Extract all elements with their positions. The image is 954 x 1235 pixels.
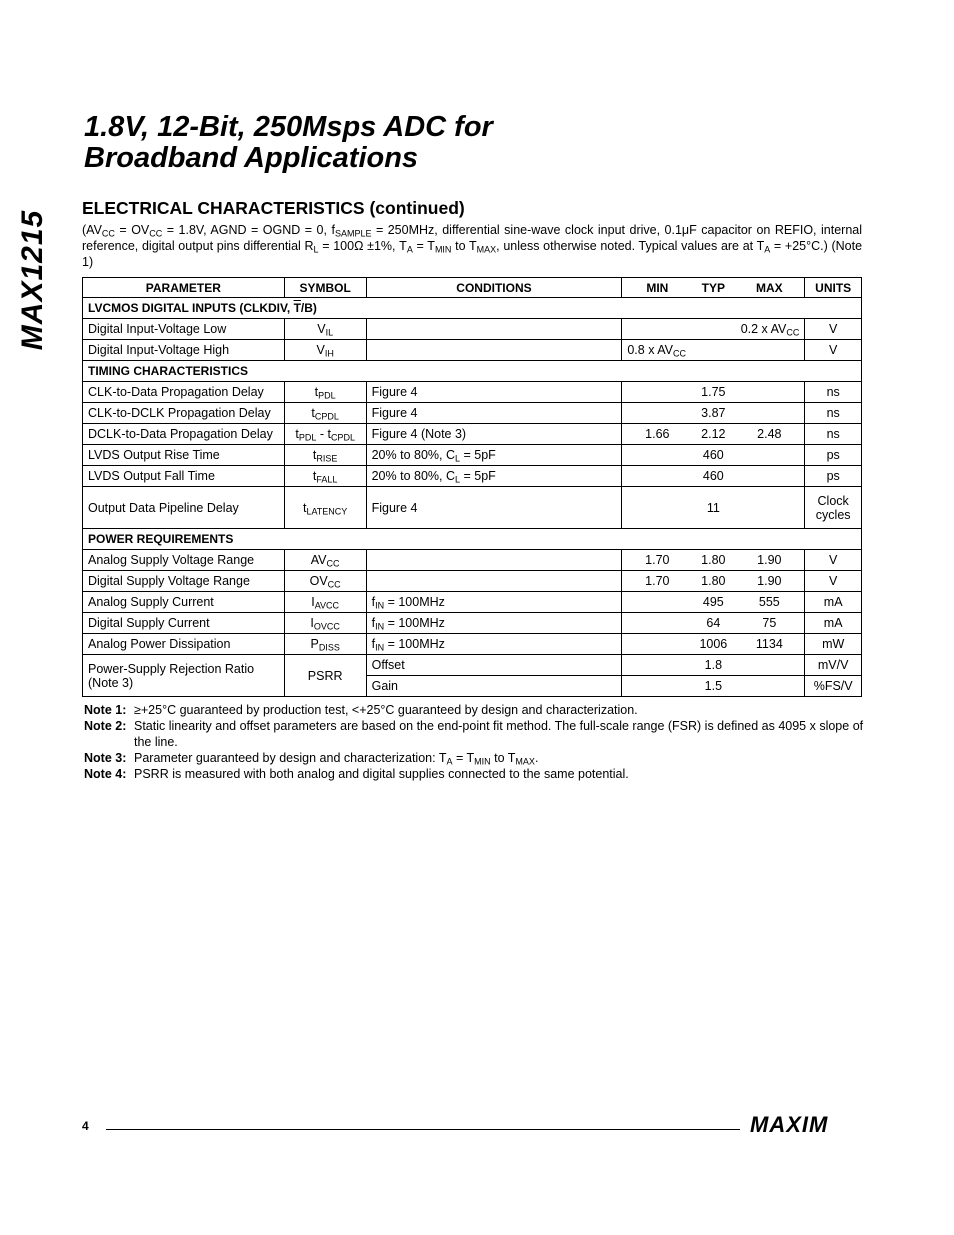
- col-min-typ-max: MIN TYP MAX: [622, 278, 805, 298]
- table-row: Digital Supply Current $I_{OVCC}$ $f_{IN} = 100MHz$ 64 75 mA: [83, 613, 862, 634]
- table-row: Analog Supply Current $I_{AVCC}$ $f_{IN} = 100MHz$ 495 555 mA: [83, 592, 862, 613]
- table-row: Digital Supply Voltage Range $OV_{CC}$ 1.70 1.80 1.90 V: [83, 571, 862, 592]
- table-row: LVDS Output Fall Time $t_{FALL}$ 20% to 80%, $C_L = 5pF$ 460 ps: [83, 466, 862, 487]
- col-units: UNITS: [805, 278, 862, 298]
- page-title: 1.8V, 12-Bit, 250Msps ADC for Broadband Applications: [84, 111, 493, 174]
- table-row: Power-Supply Rejection Ratio (Note 3) PSRR Offset 1.8 mV/V: [83, 655, 862, 676]
- section-title: ELECTRICAL CHARACTERISTICS (continued): [82, 198, 465, 218]
- table-row: DCLK-to-Data Propagation Delay $t_{PDL} - t_{CPDL}$ Figure 4 (Note 3) 1.66 2.12 2.48 ns: [83, 424, 862, 445]
- col-symbol: SYMBOL: [284, 278, 366, 298]
- page-number: 4: [82, 1119, 89, 1133]
- note-1: Note 1: ≥+25°C guaranteed by production test, <+25°C guaranteed by design and characterization.: [84, 703, 638, 717]
- table-row: LVDS Output Rise Time $t_{RISE}$ 20% to 80%, $C_L = 5pF$ 460 ps: [83, 445, 862, 466]
- note-2: Note 2: Static linearity and offset parameters are based on the end-point fit method. The full-scale range (FSR) is defined as 4095 x slope of the line.: [84, 719, 864, 749]
- table-row: CLK-to-Data Propagation Delay $t_{PDL}$ Figure 4 1.75 ns: [83, 382, 862, 403]
- footer-rule: [106, 1129, 740, 1130]
- col-conditions: CONDITIONS: [366, 278, 622, 298]
- side-part-number: MAX1215: [16, 209, 49, 351]
- section-row: TIMING CHARACTERISTICS: [83, 361, 862, 382]
- note-4: Note 4: PSRR is measured with both analog and digital supplies connected to the same potential.: [84, 767, 629, 781]
- test-conditions: ($AV_{CC} = OV_{CC} = 1.8V$, AGND = OGND = 0, $f_{SAMPLE} = 250MHz$, differential sine-wave clock input drive, 0.1μF capacitor on REFIO, internal reference, digital output pins differential $R_L = 100\Omega \pm 1\%$, $T_A = T_{MIN}$ to $T_{MAX}$, unless otherwise noted. Typical values are at $T_A = +25^\circ C$.) (Note 1): [82, 223, 863, 269]
- electrical-characteristics-table: [82, 277, 862, 697]
- section-row: LVCMOS DIGITAL INPUTS (CLKDIV, $\overline{T}/B$): [83, 298, 862, 319]
- note-3: Note 3: Parameter guaranteed by design and characterization: $T_A = T_{MIN}$ to $T_{MAX}$.: [84, 751, 539, 767]
- table-row: CLK-to-DCLK Propagation Delay $t_{CPDL}$ Figure 4 3.87 ns: [83, 403, 862, 424]
- table-row: Analog Supply Voltage Range $AV_{CC}$ 1.70 1.80 1.90 V: [83, 550, 862, 571]
- table-row: Analog Power Dissipation $P_{DISS}$ $f_{IN} = 100MHz$ 1006 1134 mW: [83, 634, 862, 655]
- table-row: Output Data Pipeline Delay $t_{LATENCY}$ Figure 4 11 Clock cycles: [83, 487, 862, 529]
- table-header-row: [83, 278, 862, 298]
- maxim-logo: MAXIM: [750, 1112, 829, 1137]
- table-row: Gain 1.5 %FS/V: [83, 676, 862, 697]
- notes: [84, 702, 864, 782]
- table-row: Digital Input-Voltage Low $V_{IL}$ 0.2 x $AV_{CC}$ V: [83, 319, 862, 340]
- col-parameter: PARAMETER: [83, 278, 285, 298]
- table-row: Digital Input-Voltage High $V_{IH}$ 0.8 x $AV_{CC}$ V: [83, 340, 862, 361]
- section-row: POWER REQUIREMENTS: [83, 529, 862, 550]
